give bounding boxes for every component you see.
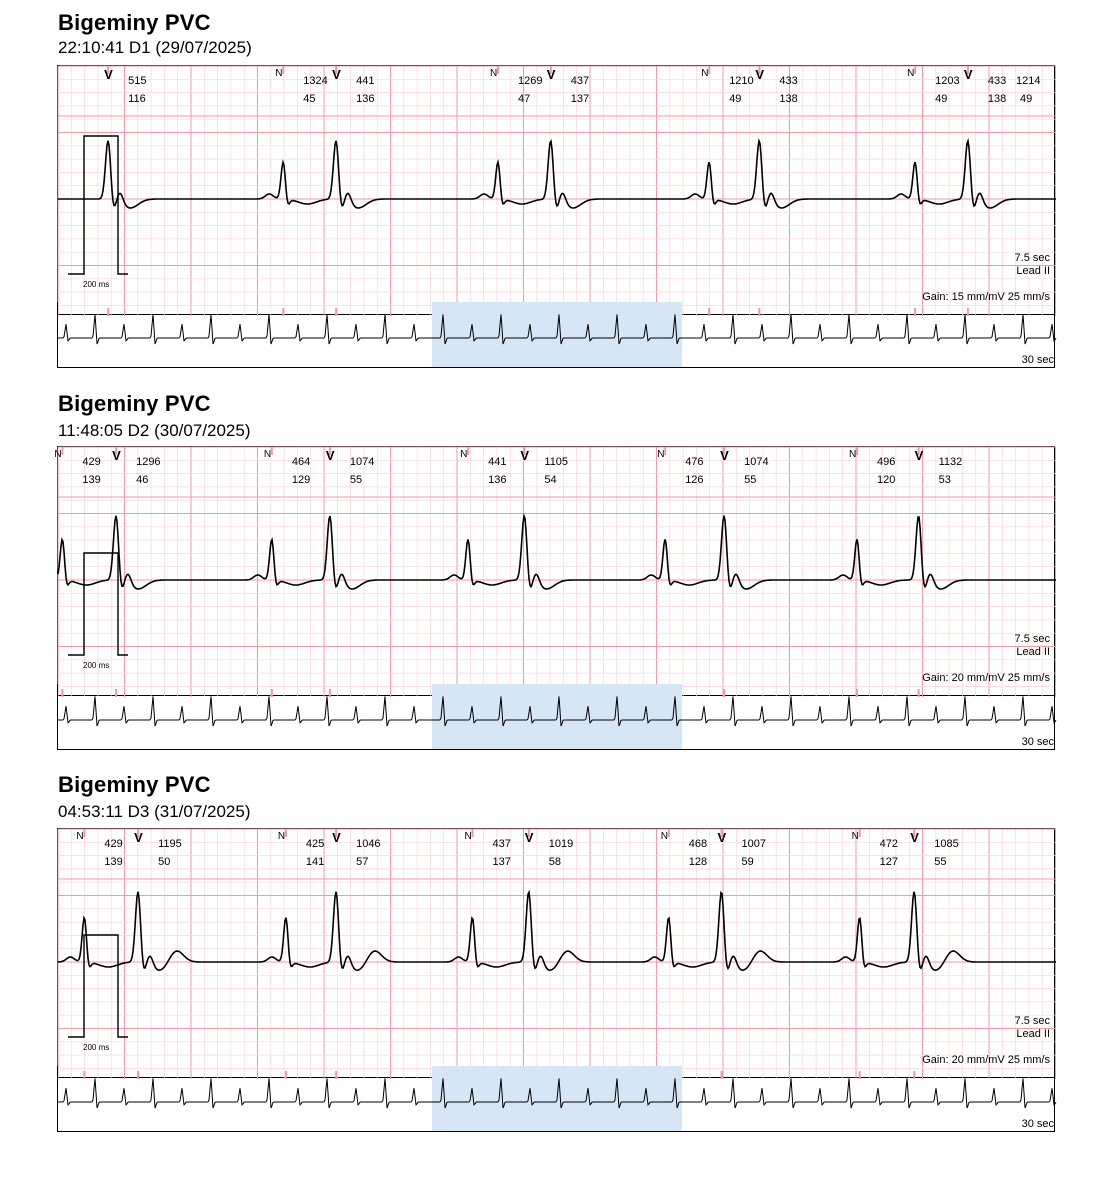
heart-rate-label: 49 <box>729 93 742 105</box>
beat-type-label: N <box>54 449 62 460</box>
heart-rate-label: 53 <box>938 474 951 486</box>
beat-type-label: V <box>524 830 534 845</box>
beat-type-label: N <box>275 68 283 79</box>
beat-type-label: N <box>490 68 498 79</box>
rr-interval-label: 437 <box>492 838 511 850</box>
rr-interval-label: 1007 <box>741 838 766 850</box>
heart-rate-label: 54 <box>544 474 557 486</box>
panel-3-title: Bigeminy PVC <box>58 772 211 797</box>
heart-rate-label: 138 <box>987 93 1007 105</box>
heart-rate-label: 128 <box>688 856 708 868</box>
rr-interval-label: 1085 <box>934 838 959 850</box>
rr-interval-label: 429 <box>104 838 123 850</box>
rr-interval-label: 429 <box>82 456 101 468</box>
panel-3-gain: Gain: 20 mm/mV 25 mm/s <box>922 1054 1050 1066</box>
rr-interval-label: 1132 <box>938 456 963 468</box>
panel-1-overview-duration: 30 sec <box>1021 354 1054 366</box>
panel-2-overview-duration: 30 sec <box>1021 736 1054 748</box>
panel-1-title: Bigeminy PVC <box>58 10 211 35</box>
rr-interval-label: 1019 <box>548 838 574 850</box>
rr-interval-label: 433 <box>987 75 1007 87</box>
panel-2-calibration-label: 200 ms <box>83 661 110 670</box>
heart-rate-label: 116 <box>128 93 146 105</box>
panel-2-duration: 7.5 sec <box>1014 633 1050 645</box>
panel-3-duration: 7.5 sec <box>1014 1015 1050 1027</box>
heart-rate-label: 49 <box>1020 93 1033 105</box>
heart-rate-label: 57 <box>356 856 369 868</box>
beat-type-label: V <box>546 67 556 82</box>
heart-rate-label: 55 <box>744 474 757 486</box>
beat-type-label: V <box>520 448 530 463</box>
beat-type-label: V <box>717 830 727 845</box>
heart-rate-label: 129 <box>291 474 311 486</box>
beat-type-label: V <box>332 830 341 845</box>
beat-type-label: V <box>134 830 143 845</box>
panel-3-overview-duration: 30 sec <box>1021 1118 1054 1130</box>
rr-interval-label: 1214 <box>1016 75 1041 87</box>
panel-3-overview-trace <box>58 1078 1056 1108</box>
panel-2-gain: Gain: 20 mm/mV 25 mm/s <box>922 672 1050 684</box>
beat-type-label: V <box>910 830 919 845</box>
beat-type-label: N <box>277 831 286 842</box>
heart-rate-label: 55 <box>349 474 363 486</box>
panel-1-duration: 7.5 sec <box>1014 252 1050 264</box>
panel-2-timestamp: 11:48:05 D2 (30/07/2025) <box>58 421 251 440</box>
rr-interval-label: 433 <box>779 75 798 87</box>
panel-2-ecg-strip <box>54 446 1055 696</box>
panel-1-overview-trace <box>58 314 1056 344</box>
panel-3-timestamp: 04:53:11 D3 (31/07/2025) <box>58 802 251 821</box>
beat-type-label: N <box>460 449 468 460</box>
beat-type-label: N <box>851 831 859 842</box>
heart-rate-label: 58 <box>548 856 562 868</box>
heart-rate-label: 138 <box>779 93 798 105</box>
rr-interval-label: 1046 <box>356 838 381 850</box>
heart-rate-label: 46 <box>136 474 149 486</box>
heart-rate-label: 120 <box>877 474 896 486</box>
beat-type-label: V <box>914 448 924 463</box>
panel-2-lead: Lead II <box>1016 646 1050 658</box>
rr-interval-label: 1074 <box>744 456 769 468</box>
rr-interval-label: 425 <box>305 838 325 850</box>
rr-interval-label: 468 <box>688 838 708 850</box>
heart-rate-label: 55 <box>934 856 947 868</box>
rr-interval-label: 1074 <box>349 456 375 468</box>
beat-type-label: N <box>464 831 472 842</box>
beat-type-label: N <box>263 449 272 460</box>
heart-rate-label: 126 <box>685 474 704 486</box>
panel-1-ecg-strip <box>57 65 1055 315</box>
beat-type-label: N <box>701 68 709 79</box>
beat-type-label: V <box>104 67 113 82</box>
panel-2-overview-strip <box>57 684 1055 750</box>
panel-1-overview-strip <box>57 302 1055 368</box>
heart-rate-label: 127 <box>879 856 899 868</box>
heart-rate-label: 49 <box>935 93 948 105</box>
heart-rate-label: 139 <box>82 474 101 486</box>
panel-3-lead: Lead II <box>1016 1028 1050 1040</box>
rr-interval-label: 472 <box>879 838 899 850</box>
beat-type-label: V <box>755 67 765 82</box>
panel-2-overview-trace <box>58 696 1056 726</box>
heart-rate-label: 139 <box>104 856 123 868</box>
beat-type-label: N <box>907 68 915 79</box>
panel-1-ecg-trace <box>58 141 1056 208</box>
heart-rate-label: 47 <box>518 93 531 105</box>
heart-rate-label: 136 <box>488 474 507 486</box>
heart-rate-label: 137 <box>492 856 511 868</box>
heart-rate-label: 59 <box>741 856 754 868</box>
rr-interval-label: 1105 <box>544 456 569 468</box>
heart-rate-label: 50 <box>158 856 171 868</box>
panel-3-overview-strip <box>57 1066 1055 1132</box>
beat-type-label: V <box>963 67 973 82</box>
panel-2-grid <box>58 447 1056 697</box>
beat-type-label: N <box>76 831 84 842</box>
rr-interval-label: 476 <box>685 456 704 468</box>
beat-type-label: N <box>657 449 665 460</box>
rr-interval-label: 1296 <box>136 456 161 468</box>
rr-interval-label: 496 <box>877 456 896 468</box>
panel-3-ecg-trace <box>58 892 1056 970</box>
rr-interval-label: 1269 <box>518 75 543 87</box>
rr-interval-label: 515 <box>128 75 147 87</box>
beat-type-label: V <box>332 67 341 82</box>
beat-type-label: V <box>112 448 121 463</box>
rr-interval-label: 437 <box>570 75 590 87</box>
heart-rate-label: 137 <box>570 93 590 105</box>
panel-3-calibration-label: 200 ms <box>83 1043 110 1052</box>
panel-1-calibration-label: 200 ms <box>83 280 110 289</box>
beat-type-label: V <box>720 448 729 463</box>
rr-interval-label: 1324 <box>303 75 328 87</box>
beat-type-label: N <box>849 449 857 460</box>
heart-rate-label: 141 <box>305 856 325 868</box>
rr-interval-label: 1203 <box>935 75 960 87</box>
beat-type-label: V <box>325 448 335 463</box>
heart-rate-label: 136 <box>356 93 375 105</box>
panel-1-timestamp: 22:10:41 D1 (29/07/2025) <box>58 38 252 57</box>
beat-type-label: N <box>660 831 668 842</box>
panel-1-grid <box>58 66 1056 316</box>
panel-1-gain: Gain: 15 mm/mV 25 mm/s <box>922 291 1050 303</box>
heart-rate-label: 45 <box>303 93 316 105</box>
panel-3-ecg-strip <box>57 828 1055 1078</box>
rr-interval-label: 441 <box>488 456 507 468</box>
rr-interval-label: 1195 <box>158 838 182 850</box>
panel-2-title: Bigeminy PVC <box>58 391 211 416</box>
rr-interval-label: 464 <box>291 456 311 468</box>
rr-interval-label: 1210 <box>729 75 754 87</box>
panel-1-lead: Lead II <box>1016 265 1050 277</box>
rr-interval-label: 441 <box>356 75 375 87</box>
